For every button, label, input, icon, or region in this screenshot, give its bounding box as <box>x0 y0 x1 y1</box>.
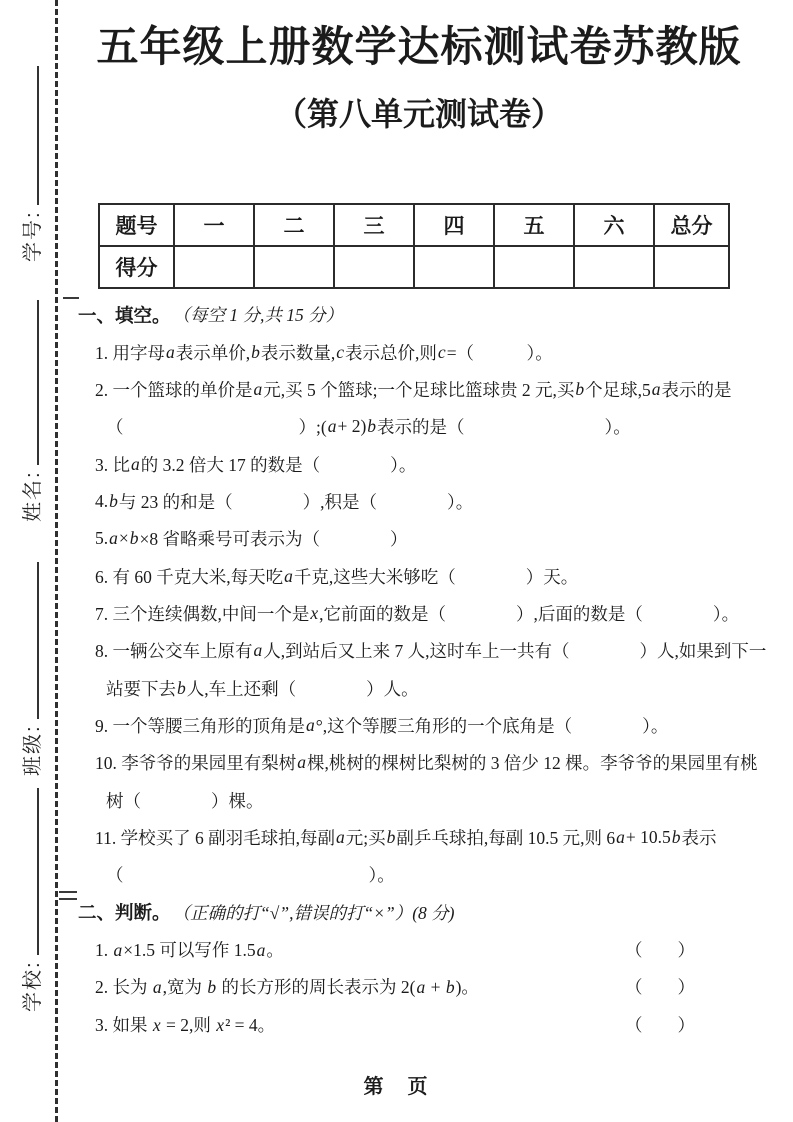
paper-content <box>78 0 767 1122</box>
score-table-col-header: 六 <box>574 204 654 246</box>
fill-in-question-3: 3. 比 a 的 3.2 倍大 17 的数是（ ）。 <box>95 453 417 475</box>
fold-mark <box>59 891 77 893</box>
seal-dashed-line <box>55 0 58 1122</box>
seal-field-name <box>14 300 44 522</box>
answer-blank: （ ） <box>625 1014 695 1035</box>
fill-in-question-6: 6. 有 60 千克大米,每天吃 a 千克,这些大米够吃（ ）天。 <box>95 565 579 587</box>
answer-blank: （ ） <box>625 940 695 961</box>
page-number-footer: 第 页 <box>363 1076 430 1098</box>
questions-area <box>78 296 767 1043</box>
judgment-question-text: 3. 如果 x = 2,则 x² = 4。 <box>95 1014 276 1035</box>
seal-field-school <box>14 788 44 1012</box>
score-table-col-header: 一 <box>174 204 254 246</box>
fill-in-question-8-continued: 站要下去 b 人,车上还剩（ ）人。 <box>106 677 419 699</box>
student-id-label: 学号: <box>22 210 44 262</box>
score-table-col-header: 总分 <box>654 204 729 246</box>
page-title: 五年级上册数学达标测试卷苏教版 <box>96 23 742 70</box>
name-blank-line <box>14 300 39 465</box>
fill-in-question-11: 11. 学校买了 6 副羽毛球拍,每副 a 元;买 b 副乒乓球拍,每副 10.5 元,则 6 a + 10.5 b 表示 <box>95 826 717 848</box>
score-table-score-row <box>99 246 729 288</box>
fill-in-question-7: 7. 三个连续偶数,中间一个是 x ,它前面的数是（ ）,后面的数是（ ）。 <box>95 602 740 624</box>
class-label: 班级: <box>22 724 44 776</box>
fill-in-question-1: 1. 用字母 a 表示单价, b 表示数量, c 表示总价,则 c =（ ）。 <box>95 341 553 363</box>
fill-in-question-10-continued: 树（ ）棵。 <box>106 790 264 811</box>
score-cell <box>654 246 729 288</box>
school-blank-line <box>14 788 39 955</box>
section-heading-fill-in <box>78 296 760 333</box>
seal-field-class <box>14 562 44 776</box>
fill-in-question-8: 8. 一辆公交车上原有 a 人,到站后又上来 7 人,这时车上一共有（ ）人,如果到下一 <box>95 640 767 662</box>
judgment-question-text: 1. a×1.5 可以写作 1.5a。 <box>95 940 284 961</box>
judgment-question-1 <box>95 931 695 968</box>
section-two-title: 二、判断。 <box>78 902 171 924</box>
judgment-question-3 <box>95 1006 695 1043</box>
fold-mark <box>59 898 77 900</box>
score-cell <box>334 246 414 288</box>
fill-in-question-2: 2. 一个篮球的单价是 a 元,买 5 个篮球;一个足球比篮球贵 2 元,买 b 个足球,5 a 表示的是 <box>95 378 732 400</box>
score-cell <box>414 246 494 288</box>
answer-blank: （ ） <box>625 977 695 998</box>
fill-in-question-5: 5. a × b ×8 省略乘号可表示为（ ） <box>95 528 408 550</box>
class-blank-line <box>14 562 39 719</box>
fold-mark <box>63 297 79 299</box>
score-cell <box>174 246 254 288</box>
name-label: 姓名: <box>22 470 44 522</box>
score-table <box>98 203 730 289</box>
score-table-col-header: 四 <box>414 204 494 246</box>
student-id-blank-line <box>14 66 39 205</box>
school-label: 学校: <box>22 960 44 1012</box>
fill-in-question-10: 10. 李爷爷的果园里有梨树 a 棵,桃树的棵树比梨树的 3 倍少 12 棵。李爷爷的果园里有桃 <box>95 752 758 774</box>
score-table-col-header: 五 <box>494 204 574 246</box>
score-cell <box>574 246 654 288</box>
judgment-question-text: 2. 长为 a,宽为 b 的长方形的周长表示为 2(a + b)。 <box>95 977 479 998</box>
fill-in-question-2-continued: （ ）;( a + 2) b 表示的是（ ）。 <box>106 416 631 438</box>
score-table-corner: 题号 <box>99 204 174 246</box>
score-table-header-row <box>99 204 729 246</box>
fill-in-question-9: 9. 一个等腰三角形的顶角是 a °,这个等腰三角形的一个底角是（ ）。 <box>95 714 669 736</box>
score-row-label: 得分 <box>99 246 174 288</box>
fill-in-question-4: 4. b 与 23 的和是（ ）,积是（ ）。 <box>95 490 474 512</box>
section-one-note: （每空 1 分,共 15 分） <box>172 305 344 326</box>
score-cell <box>254 246 334 288</box>
score-table-col-header: 二 <box>254 204 334 246</box>
judgment-question-2 <box>95 968 695 1005</box>
page-subtitle: （第八单元测试卷） <box>274 96 563 132</box>
section-two-note: （正确的打“√”,错误的打“×”）(8 分) <box>172 902 455 923</box>
score-table-col-header: 三 <box>334 204 414 246</box>
section-one-title: 一、填空。 <box>78 304 171 326</box>
section-heading-judgment <box>78 894 760 931</box>
fill-in-question-11-continued: （ ）。 <box>106 865 395 886</box>
score-cell <box>494 246 574 288</box>
seal-field-student-id <box>14 66 44 262</box>
